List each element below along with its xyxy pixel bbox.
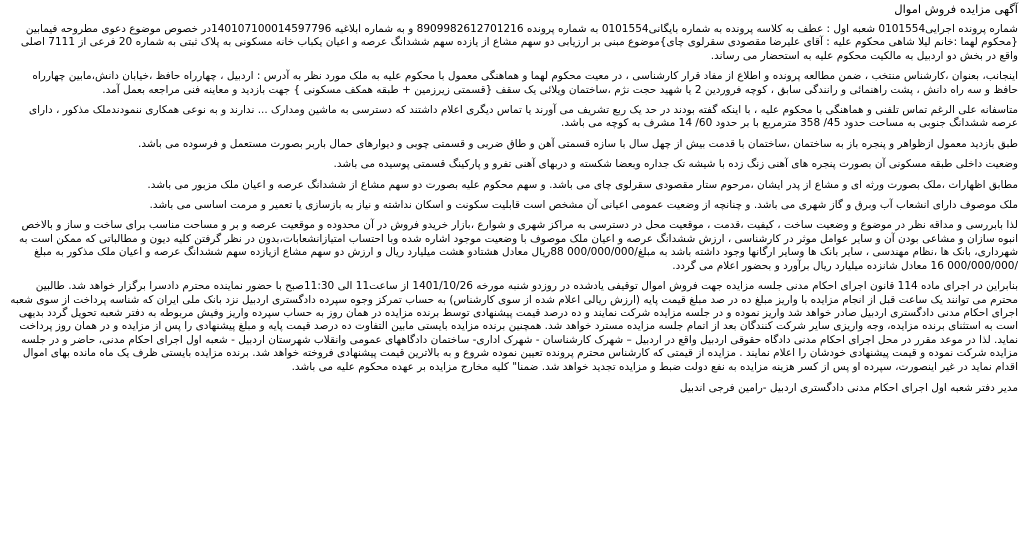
signature-line: مدیر دفتر شعبه اول اجرای احکام مدنی دادگستری اردبیل -رامین فرجی اندبیل bbox=[679, 381, 1018, 394]
paragraph-expert-visit: اینجانب، بعنوان ،کارشناس منتخب ، ضمن مطالعه پرونده و اطلاع از مفاد قرار کارشناسی ، در معیت محکوم لهما و هماهنگی معمول با محکوم علیه به ملک مورد نظر به آدرس : اردبیل ، چهارراه حافظ ،خیابان دانش،مابین چهارراه حافظ و سه راه دانش ، پشت راهنمائی و رانندگی سابق ، کوچه فروردین 2 یا شهید حجت نژم ،ساختمان ویلائی یک سقف {قسمتی زیرزمین + طبقه همکف مسکونی } جهت بازدید و معاینه فنی مراجعه بعمل آمد. bbox=[32, 70, 1018, 96]
paragraph-ownership: مطابق اظهارات ،ملک بصورت ورثه ای و مشاع از پدر ایشان ،مرحوم ستار مقصودی سقرلوی چای می باشد. و سهم محکوم علیه بصورت دو سهم مشاع از ششدانگ عرصه و اعیان ملک مزبور می باشد. bbox=[147, 178, 1018, 191]
paragraph-land-area: متاسفانه علی الرغم تماس تلفنی و هماهنگی با محکوم علیه ، با اینکه گفته بودند در حد یک ربع تشریف می آورند یا تماس دیگری اعلام داشتند که دسترسی به ماشین ومدارک ... ندارند و به نوعی همکاری ننمودندملک مذکور ، دارای عرصه ششدانگ جنوبی به مساحت حدود 45/ 358 مترمربع با بر حدود 60/ 14 مشرف به کوچه می باشد. bbox=[28, 104, 1018, 130]
paragraph-utilities: ملک موصوف دارای انشعاب آب وبرق و گاز شهری می باشد. و چنانچه از وضعیت عمومی اعیانی آن مشخص است قابلیت سکونت و اسکان نداشته و نیاز به بازسازی یا تعمیر و مرمت اساسی می باشد. bbox=[149, 199, 1018, 212]
paragraph-auction-terms: بنابراین در اجرای ماده 114 قانون اجرای احکام مدنی جلسه مزایده جهت فروش اموال توقیفی یادشده در روزدو شنبه مورخه 1401/10/26 از ساعت11 الی 11:30صبح با حضور نماینده محترم دادسرا برگزار خواهد شد. طالبین محترم می توانند یک ساعت قبل از انجام مزایده با واریز مبلغ ده در صد مبلغ قیمت پایه (ارزش ریالی اعلام شده از سوی کارشناس) به حساب تمرکز وجوه سپرده دادگستری اردبیل نزد بانک ملی ایران که شناسه پرداخت از سوی شعبه اجرای احکام مدنی دادگستری اردبیل صادر خواهد شد واریز نموده و در جلسه مزایده شرکت نمایند و ده درصد قیمت پیشنهادی توسط برنده مزایده در همان روز به حساب سپرده واریز وفیش مربوطه به دفتر شعبه تحویل گردد بدیهی است به استثنای برنده مزایده، وجه واریزی سایر شرکت کنندگان بعد از اتمام جلسه مزایده مسترد خواهد شد. همچنین برنده مزایده بایستی مابین التفاوت ده درصد قیمت پایه و مبلغ پیشنهادی را پس از مزایده و در همان روز پرداخت نماید. لذا در موعد مقرر در محل اجرای احکام مدنی دادگاه حقوقی اردبیل واقع در اردبیل – شهرک کارشناسان - شهرک اداری- ساختمان دادگاههای عمومی وانقلاب شهرستان اردبیل - شعبه اول اجرای احکام مدنی، حاضر و در جلسه مزایده شرکت نموده و قیمت پیشنهادی خودشان را اعلام نمایند . مزایده از قیمتی که کارشناس محترم پرونده تعیین نموده شروع و به بالاترین قیمت پیشنهادی فروخته خواهد شد. برنده مزایده بایستی ظرف یک ماه مانده بهای اموال اقدام نماید در غیر اینصورت، سپرده او پس از کسر هزینه مزایده به نفع دولت ضبط و مزایده تجدید خواهد شد. ضمنا" کلیه مخارج مزایده بر عهده محکوم علیه می باشد. bbox=[10, 280, 1018, 373]
paragraph-interior-condition: وضعیت داخلی طبقه مسکونی آن بصورت پنجره های آهنی زنگ زده با شیشه تک جداره وبعضا شکسته و دربهای آهنی تفرو و پارکینگ قسمتی پوسیده می باشد. bbox=[333, 158, 1018, 171]
paragraph-valuation: لذا بابررسی و مداقه نظر در موضوع و وضعیت ساخت ، کیفیت ،قدمت ، موقعیت محل در دسترسی به مراکز شهری و شوارع ،بازار خریدو فروش در آن محدوده و موقعیت عرصه و بر و مساحت مناسب برای ساخت و ساز و بالاخص انبوه سازان و مشاعی بودن آن و سایر عوامل موثر در کارشناسی ، ارزش ششدانگ عرصه و اعیان ملک موصوف با وضعیت موجود اشاره شده وبا احتساب امتیازانشعابات،بدون در نظر گرفتن کلیه دیون و مطالباتی که ممکن است به شهرداری، بانک ها ،نظام مهندسی ، سایر بانک ها وسایر ارگانها وجود داشته باشد به مبلغ/000/000/000 88ریال معادل هشتادو هشت میلیارد ریال و ارزش دو سهم مشاع ازیازده سهم ششدانگ عرصه و اعیان ملک مذکور به مبلغ /000/000/000 16 معادل شانزده میلیارد ریال برآورد و بحضور اعلام می گردد. bbox=[19, 219, 1018, 272]
notice-title: آگهی مزایده فروش اموال bbox=[894, 2, 1018, 16]
paragraph-case-intro: شماره پرونده اجرایی0101554 شعبه اول : عطف به کلاسه پرونده به شماره بایگانی0101554 به شماره پرونده 8909982612701216 و به شماره ابلاغیه 140107100014597796در خصوص موضوع دعوی مطروحه فیمابین {محکوم لهما :خانم لیلا شاهی محکوم علیه : آقای علیرضا مقصودی سقرلوی چای}موضوع مبنی بر ارزیابی دو سهم مشاع از یازده سهم ششدانگ عرصه و اعیان یکباب خانه مسکونی به پلاک ثبتی به شماره 20 فرعی از 7111 اصلی واقع در بخش دو اردبیل به مالکیت محکوم علیه به استحضار می رساند. bbox=[20, 23, 1018, 62]
paragraph-building-condition: طبق بازدید معمول ازظواهر و پنجره باز به ساختمان ،ساختمان با قدمت بیش از چهل سال با سازه قسمتی آهن و طاق ضربی و قسمتی چوبی و دیوارهای حمال باربر بصورت مستعمل و فرسوده می باشد. bbox=[138, 137, 1018, 150]
